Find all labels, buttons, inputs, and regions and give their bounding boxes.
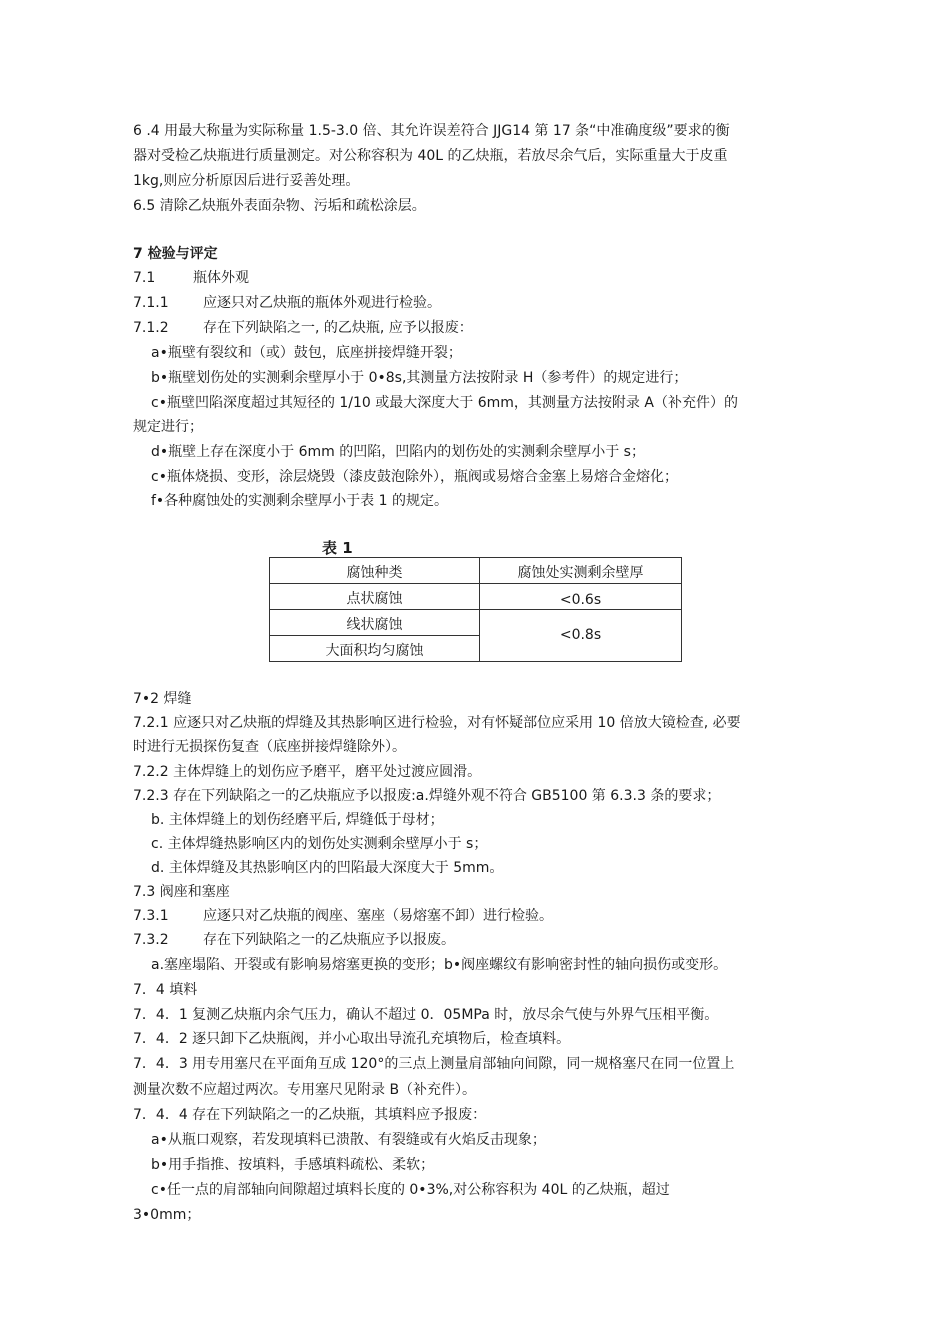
clause-7-1-title: 瓶体外观	[193, 270, 249, 286]
table-cell-line-value: <0.8s	[480, 610, 682, 662]
para-6-4-line3: 1kg,则应分析原因后进行妥善处理。	[133, 173, 360, 189]
clause-7-2-2: 7.2.2 主体焊缝上的划伤应予磨平，磨平处过渡应圆滑。	[133, 764, 482, 780]
item-7-2-3-b: b. 主体焊缝上的划伤经磨平后, 焊缝低于母材；	[151, 812, 444, 828]
clause-7-2-title: 7•2 焊缝	[133, 691, 192, 707]
para-6-4-line2: 器对受检乙炔瓶进行质量测定。对公称容积为 40L 的乙炔瓶，若放尽余气后，实际重量大于皮重	[133, 148, 728, 164]
clause-7-4-1: 7．4．1 复测乙炔瓶内余气压力，确认不超过 0．05MPa 时，放尽余气使与外界气压相平衡。	[133, 1007, 719, 1023]
clause-7-4-3-line2: 测量次数不应超过两次。专用塞尺见附录 B（补充件）。	[133, 1082, 477, 1098]
clause-7-1-1-number: 7.1.1	[133, 295, 169, 311]
clause-7-4-3-line1: 7．4．3 用专用塞尺在平面角互成 120°的三点上测量肩部轴向间隙，同一规格塞尺在同一位置上	[133, 1056, 735, 1072]
table-row	[270, 584, 682, 610]
clause-7-4-2: 7．4．2 逐只卸下乙炔瓶阀，并小心取出导流孔充填物后，检查填料。	[133, 1031, 571, 1047]
para-6-4-line1: 6 .4 用最大称量为实际称量 1.5-3.0 倍、其允许误差符合 JJG14 第 17 条“中准确度级”要求的衡	[133, 123, 730, 139]
item-7-1-2-d: d•瓶壁上存在深度小于 6mm 的凹陷，凹陷内的划伤处的实测剩余壁厚小于 s；	[151, 444, 645, 460]
clause-7-1-2-text: 存在下列缺陷之一, 的乙炔瓶, 应予以报废：	[203, 320, 473, 336]
item-7-1-2-c-line1: c•瓶壁凹陷深度超过其短径的 1/10 或最大深度大于 6mm，其测量方法按附录 A（补充件）的	[151, 395, 738, 411]
clause-7-2-1-line1: 7.2.1 应逐只对乙炔瓶的焊缝及其热影响区进行检验，对有怀疑部位应采用 10 倍放大镜检查, 必要	[133, 715, 741, 731]
item-7-2-3-c: c. 主体焊缝热影响区内的划伤处实测剩余壁厚小于 s；	[151, 836, 488, 852]
clause-7-3-1-number: 7.3.1	[133, 908, 169, 924]
clause-7-4-4: 7．4．4 存在下列缺陷之一的乙炔瓶，其填料应予报废：	[133, 1107, 487, 1123]
item-7-4-4-a: a•从瓶口观察，若发现填料已溃散、有裂缝或有火焰反击现象；	[151, 1132, 546, 1148]
table-cell-line-corrosion: 线状腐蚀	[270, 610, 480, 636]
item-7-2-3-d: d. 主体焊缝及其热影响区内的凹陷最大深度大于 5mm。	[151, 860, 504, 876]
table-header-corrosion-type: 腐蚀种类	[270, 558, 480, 584]
item-7-1-2-e: c•瓶体烧损、变形，涂层烧毁（漆皮鼓泡除外），瓶阀或易熔合金塞上易熔合金熔化；	[151, 469, 678, 485]
para-6-5: 6.5 清除乙炔瓶外表面杂物、污垢和疏松涂层。	[133, 198, 426, 214]
item-7-4-4-c-line2: 3•0mm；	[133, 1207, 201, 1223]
table-header-remaining-thickness: 腐蚀处实测剩余壁厚	[480, 558, 682, 584]
clause-7-4-title: 7．4 填料	[133, 982, 198, 998]
item-7-1-2-c-line2: 规定进行；	[133, 419, 203, 435]
table-1-caption: 表 1	[322, 539, 353, 557]
item-7-1-2-f: f•各种腐蚀处的实测剩余壁厚小于表 1 的规定。	[151, 493, 448, 509]
clause-7-3-2-number: 7.3.2	[133, 932, 169, 948]
table-1	[269, 557, 682, 662]
items-7-3-2: a.塞座塌陷、开裂或有影响易熔塞更换的变形；b•阀座螺纹有影响密封性的轴向损伤或变形。	[151, 957, 728, 973]
clause-7-1-number: 7.1	[133, 270, 156, 286]
clause-7-1-1-text: 应逐只对乙炔瓶的瓶体外观进行检验。	[203, 295, 441, 311]
item-7-1-2-a: a•瓶壁有裂纹和（或）鼓包，底座拼接焊缝开裂；	[151, 345, 462, 361]
item-7-1-2-b: b•瓶壁划伤处的实测剩余壁厚小于 0•8s,其测量方法按附录 H（参考件）的规定进行；	[151, 370, 688, 386]
clause-7-2-1-line2: 时进行无损探伤复查（底座拼接焊缝除外）。	[133, 739, 406, 755]
table-cell-point-corrosion: 点状腐蚀	[270, 584, 480, 610]
clause-7-3-1-text: 应逐只对乙炔瓶的阀座、塞座（易熔塞不卸）进行检验。	[203, 908, 553, 924]
table-header-row	[270, 558, 682, 584]
clause-7-3-title: 7.3 阀座和塞座	[133, 884, 230, 900]
table-cell-point-value: <0.6s	[480, 584, 682, 610]
clause-7-1-2-number: 7.1.2	[133, 320, 169, 336]
section-7-heading: 7 检验与评定	[133, 246, 218, 262]
item-7-4-4-b: b•用手指推、按填料，手感填料疏松、柔软；	[151, 1157, 435, 1173]
item-7-4-4-c-line1: c•任一点的肩部轴向间隙超过填料长度的 0•3%,对公称容积为 40L 的乙炔瓶，超过	[151, 1182, 670, 1198]
clause-7-2-3: 7.2.3 存在下列缺陷之一的乙炔瓶应予以报废:a.焊缝外观不符合 GB5100 第 6.3.3 条的要求；	[133, 788, 721, 804]
table-cell-uniform-corrosion: 大面积均匀腐蚀	[270, 636, 480, 662]
clause-7-3-2-text: 存在下列缺陷之一的乙炔瓶应予以报废。	[203, 932, 455, 948]
table-row	[270, 610, 682, 636]
